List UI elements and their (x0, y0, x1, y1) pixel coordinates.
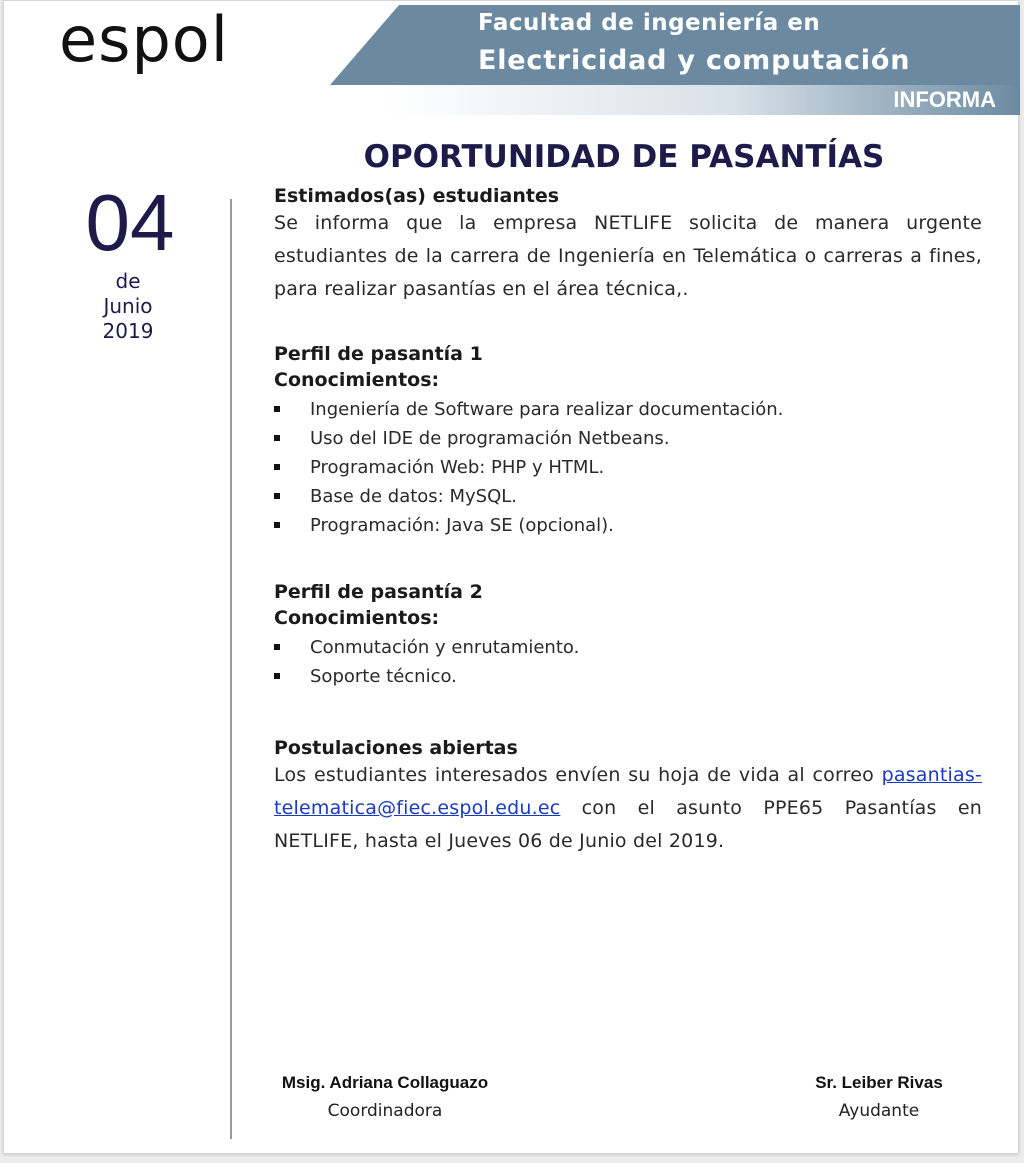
applications-heading: Postulaciones abiertas (274, 737, 518, 759)
bullet-square-icon (274, 522, 280, 528)
profile-heading: Perfil de pasantía 2 (274, 581, 483, 603)
list-item (274, 662, 982, 691)
list-item (274, 424, 982, 453)
profile-2-section (274, 581, 982, 691)
profile-1-section (274, 343, 982, 540)
list-item-text: Conmutación y enrutamiento. (310, 637, 580, 658)
list-item-text: Programación: Java SE (opcional). (310, 515, 614, 536)
date-month: Junio (103, 294, 153, 318)
intro-section (274, 185, 982, 306)
applications-text-after: con el asunto PPE65 Pasantías en NETLIFE, hasta el Jueves 06 de Junio del 2019. (274, 797, 982, 852)
intro-heading: Estimados(as) estudiantes (274, 185, 560, 207)
list-item (274, 633, 982, 662)
list-item (274, 482, 982, 511)
bullet-square-icon (274, 435, 280, 441)
bullet-square-icon (274, 493, 280, 499)
list-item (274, 511, 982, 540)
list-item-text: Soporte técnico. (310, 666, 457, 687)
date-day: 04 (85, 178, 175, 267)
list-item (274, 395, 982, 424)
signature-name: Sr. Leiber Rivas (815, 1073, 943, 1092)
signature-role: Ayudante (838, 1101, 920, 1121)
document-page (3, 0, 1019, 1154)
banner-line-1: Facultad de ingeniería en (478, 10, 821, 36)
signature-coordinator (272, 1073, 498, 1121)
date-connector: de (115, 269, 141, 293)
email-link[interactable]: pasantias-telematica@fiec.espol.edu.ec (274, 764, 982, 819)
applications-body (274, 759, 982, 858)
intro-body: Se informa que la empresa NETLIFE solicita de manera urgente estudiantes de la carrera de Ingeniería en Telemática o carreras a fines, para realizar pasantías en el área técnica,. (274, 212, 982, 300)
applications-text-before: Los estudiantes interesados envíen su hoja de vida al correo (274, 764, 874, 786)
bullet-square-icon (274, 464, 280, 470)
signature-name: Msig. Adriana Collaguazo (281, 1073, 489, 1092)
knowledge-list (274, 395, 982, 540)
profile-subheading: Conocimientos: (274, 369, 440, 391)
espol-logo: espol (59, 3, 229, 76)
list-item-text: Programación Web: PHP y HTML. (310, 457, 605, 478)
signature-assistant (794, 1073, 964, 1121)
list-item-text: Ingeniería de Software para realizar documentación. (310, 399, 784, 420)
list-item-text: Base de datos: MySQL. (310, 486, 517, 507)
bullet-square-icon (274, 673, 280, 679)
banner-line-2: Electricidad y computación (478, 45, 911, 76)
applications-section (274, 737, 982, 858)
vertical-divider (230, 199, 232, 1139)
profile-heading: Perfil de pasantía 1 (274, 343, 483, 365)
bullet-square-icon (274, 406, 280, 412)
page-title: OPORTUNIDAD DE PASANTÍAS (363, 139, 885, 175)
list-item (274, 453, 982, 482)
list-item-text: Uso del IDE de programación Netbeans. (310, 428, 670, 449)
profile-subheading: Conocimientos: (274, 607, 440, 629)
bullet-square-icon (274, 644, 280, 650)
informa-label: INFORMA (893, 87, 996, 112)
signature-role: Coordinadora (327, 1101, 443, 1121)
date-year: 2019 (102, 319, 154, 343)
knowledge-list (274, 633, 982, 691)
